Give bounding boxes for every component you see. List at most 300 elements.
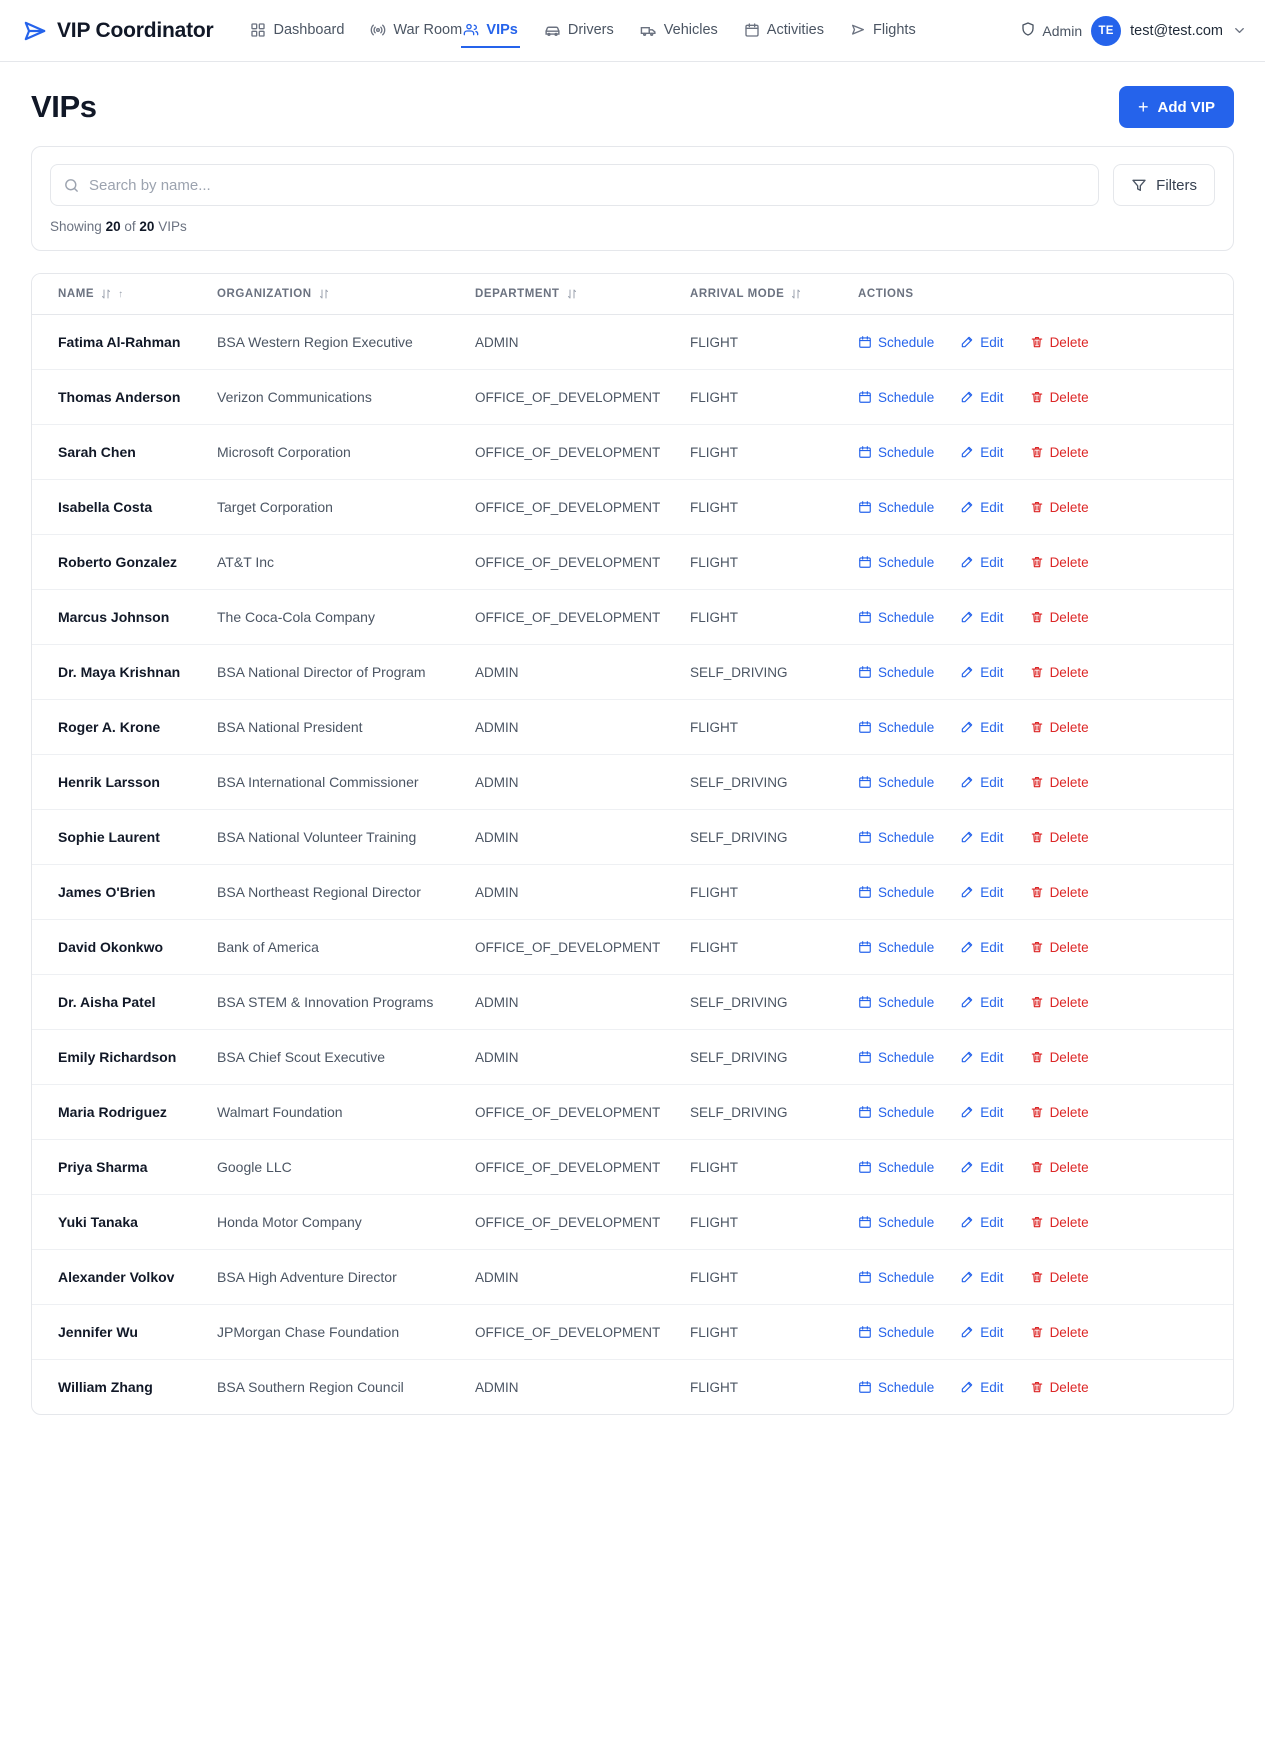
cell-department: OFFICE_OF_DEVELOPMENT [475, 1140, 690, 1195]
cell-arrival-mode: FLIGHT [690, 920, 858, 975]
nav-item-drivers[interactable] [533, 14, 625, 47]
cell-name: Dr. Maya Krishnan [32, 645, 217, 700]
showing-total: 20 [139, 219, 155, 234]
nav-item-vehicles[interactable] [629, 14, 729, 47]
delete-button[interactable] [1030, 1215, 1089, 1230]
column-header-department[interactable] [475, 274, 690, 315]
delete-label: Delete [1049, 1269, 1089, 1285]
nav-label: Vehicles [663, 22, 718, 39]
cell-organization: BSA Chief Scout Executive [217, 1030, 475, 1085]
schedule-button[interactable] [858, 1325, 934, 1340]
cell-name: Sophie Laurent [32, 810, 217, 865]
edit-button[interactable] [960, 445, 1003, 460]
edit-button[interactable] [960, 335, 1003, 350]
cell-actions [858, 425, 1233, 480]
delete-label: Delete [1049, 444, 1089, 460]
delete-button[interactable] [1030, 445, 1089, 460]
cell-name: Fatima Al-Rahman [32, 315, 217, 370]
table-head [32, 274, 1233, 315]
cell-arrival-mode: FLIGHT [690, 370, 858, 425]
cell-department: ADMIN [475, 1250, 690, 1305]
schedule-button[interactable] [858, 720, 934, 735]
add-vip-label: Add VIP [1157, 98, 1215, 116]
admin-badge [1020, 21, 1082, 40]
cell-name: James O'Brien [32, 865, 217, 920]
cell-actions [858, 1305, 1233, 1360]
cell-organization: BSA Southern Region Council [217, 1379, 404, 1395]
calendar-icon [858, 830, 872, 844]
edit-button[interactable] [960, 775, 1003, 790]
schedule-button[interactable] [858, 390, 934, 405]
showing-mid: of [124, 219, 136, 234]
funnel-icon [1131, 177, 1147, 193]
schedule-button[interactable] [858, 445, 934, 460]
cell-name: Roberto Gonzalez [32, 535, 217, 590]
edit-button[interactable] [960, 500, 1003, 515]
table-row [32, 535, 1233, 590]
column-label: ACTIONS [858, 288, 914, 300]
edit-label: Edit [980, 1324, 1004, 1340]
schedule-label: Schedule [878, 334, 935, 350]
pencil-icon [960, 335, 974, 349]
row-actions [858, 995, 1223, 1010]
column-header-organization[interactable] [217, 274, 475, 315]
schedule-label: Schedule [878, 884, 935, 900]
edit-label: Edit [980, 609, 1004, 625]
plus-icon: + [1137, 97, 1149, 117]
search-filter-card [31, 146, 1234, 251]
nav-item-dashboard[interactable] [239, 14, 355, 47]
brand-name: VIP Coordinator [57, 18, 214, 42]
search-box[interactable] [50, 164, 1099, 206]
admin-label: Admin [1042, 22, 1083, 39]
row-actions [858, 500, 1223, 515]
cell-department: ADMIN [475, 1030, 690, 1085]
user-email: test@test.com [1130, 22, 1223, 39]
calendar-icon [858, 720, 872, 734]
calendar-icon [858, 1325, 872, 1339]
delete-button[interactable] [1030, 1325, 1089, 1340]
delete-button[interactable] [1030, 555, 1089, 570]
cell-name: Marcus Johnson [32, 590, 217, 645]
flight-icon [850, 22, 866, 38]
trash-icon [1030, 830, 1044, 844]
calendar-icon [858, 1160, 872, 1174]
cell-arrival-mode: FLIGHT [690, 700, 858, 755]
edit-label: Edit [980, 774, 1004, 790]
cell-organization: Verizon Communications [217, 370, 475, 425]
shield-icon [1020, 21, 1036, 40]
cell-actions [858, 1030, 1233, 1085]
trash-icon [1030, 1160, 1044, 1174]
row-actions [858, 1050, 1223, 1065]
schedule-button[interactable] [858, 500, 934, 515]
edit-label: Edit [980, 334, 1004, 350]
page-title: VIPs [31, 89, 97, 124]
pencil-icon [960, 830, 974, 844]
edit-button[interactable] [960, 1325, 1003, 1340]
cell-actions [858, 315, 1233, 370]
table-row [32, 1305, 1233, 1360]
delete-label: Delete [1049, 1214, 1089, 1230]
cell-name: Yuki Tanaka [32, 1195, 217, 1250]
cell-department: OFFICE_OF_DEVELOPMENT [475, 1305, 690, 1360]
schedule-label: Schedule [878, 1049, 935, 1065]
delete-label: Delete [1049, 1159, 1089, 1175]
edit-label: Edit [980, 829, 1004, 845]
delete-label: Delete [1049, 719, 1089, 735]
edit-label: Edit [980, 1104, 1004, 1120]
edit-label: Edit [980, 1269, 1004, 1285]
delete-button[interactable] [1030, 1105, 1089, 1120]
cell-name: Alexander Volkov [32, 1250, 217, 1305]
pencil-icon [960, 500, 974, 514]
cell-actions [858, 535, 1233, 590]
edit-button[interactable] [960, 885, 1003, 900]
delete-button[interactable] [1030, 390, 1089, 405]
cell-actions [858, 590, 1233, 645]
edit-button[interactable] [960, 610, 1003, 625]
column-header-name[interactable] [32, 274, 217, 315]
pencil-icon [960, 1270, 974, 1284]
row-actions [858, 940, 1223, 955]
cell-arrival-mode: FLIGHT [690, 1379, 739, 1395]
schedule-button[interactable] [858, 665, 934, 680]
schedule-button[interactable] [858, 830, 934, 845]
schedule-button[interactable] [858, 775, 934, 790]
delete-button[interactable] [1030, 720, 1089, 735]
pencil-icon [960, 995, 974, 1009]
schedule-label: Schedule [878, 994, 935, 1010]
nav-label: Activities [766, 22, 824, 39]
cell-name: Dr. Aisha Patel [32, 975, 217, 1030]
edit-button[interactable] [960, 390, 1003, 405]
pencil-icon [960, 940, 974, 954]
edit-button[interactable] [960, 1380, 1003, 1395]
cell-organization: Microsoft Corporation [217, 425, 475, 480]
cell-actions [858, 370, 1233, 425]
edit-button[interactable] [960, 1105, 1003, 1120]
cell-organization: AT&T Inc [217, 535, 475, 590]
cell-name: Sarah Chen [32, 425, 217, 480]
cell-organization: Google LLC [217, 1140, 475, 1195]
delete-button[interactable] [1030, 1380, 1089, 1395]
cell-department: OFFICE_OF_DEVELOPMENT [475, 1085, 690, 1140]
delete-label: Delete [1049, 389, 1089, 405]
edit-button[interactable] [960, 720, 1003, 735]
cell-department: ADMIN [475, 315, 690, 370]
calendar-icon [858, 500, 872, 514]
cell-name: Roger A. Krone [32, 700, 217, 755]
trash-icon [1030, 335, 1044, 349]
row-actions [858, 555, 1223, 570]
chevron-down-icon[interactable] [1232, 23, 1247, 38]
schedule-label: Schedule [878, 1324, 935, 1340]
schedule-button[interactable] [858, 995, 934, 1010]
sort-icon[interactable] [100, 288, 112, 300]
cell-name: Emily Richardson [32, 1030, 217, 1085]
delete-button[interactable] [1030, 665, 1089, 680]
nav-label: Dashboard [273, 22, 345, 39]
cell-organization: BSA National Volunteer Training [217, 810, 475, 865]
schedule-label: Schedule [878, 1214, 935, 1230]
edit-button[interactable] [960, 1270, 1003, 1285]
calendar-icon [858, 1105, 872, 1119]
edit-button[interactable] [960, 995, 1003, 1010]
filters-button[interactable] [1113, 164, 1215, 206]
edit-button[interactable] [960, 665, 1003, 680]
user-menu[interactable] [1020, 16, 1247, 46]
schedule-button[interactable] [858, 1160, 934, 1175]
table-row [32, 975, 1233, 1030]
cell-actions [858, 810, 1233, 865]
column-label: NAME [58, 288, 95, 300]
delete-button[interactable] [1030, 500, 1089, 515]
table-row [32, 315, 1233, 370]
edit-button[interactable] [960, 1050, 1003, 1065]
plane-icon [22, 18, 48, 44]
edit-button[interactable] [960, 940, 1003, 955]
cell-department: OFFICE_OF_DEVELOPMENT [475, 480, 690, 535]
schedule-button[interactable] [858, 1215, 934, 1230]
table-row [32, 590, 1233, 645]
trash-icon [1030, 720, 1044, 734]
schedule-button[interactable] [858, 1380, 934, 1395]
calendar-icon [858, 665, 872, 679]
cell-arrival-mode: SELF_DRIVING [690, 755, 858, 810]
row-actions [858, 390, 1223, 405]
calendar-icon [858, 610, 872, 624]
row-actions [858, 1215, 1223, 1230]
cell-organization: JPMorgan Chase Foundation [217, 1305, 475, 1360]
car-icon [544, 22, 561, 39]
edit-label: Edit [980, 1379, 1004, 1395]
calendar-icon [858, 1215, 872, 1229]
schedule-button[interactable] [858, 335, 934, 350]
column-header-arrival-mode[interactable] [690, 274, 858, 315]
search-icon [63, 177, 80, 194]
cell-arrival-mode: FLIGHT [690, 1250, 858, 1305]
cell-arrival-mode: FLIGHT [690, 590, 858, 645]
brand-logo[interactable] [22, 18, 213, 44]
table-row [32, 425, 1233, 480]
add-vip-button[interactable] [1119, 86, 1234, 128]
delete-label: Delete [1049, 554, 1089, 570]
results-count [32, 219, 1233, 250]
edit-label: Edit [980, 719, 1004, 735]
cell-department: OFFICE_OF_DEVELOPMENT [475, 1195, 690, 1250]
cell-department: ADMIN [475, 645, 690, 700]
edit-label: Edit [980, 939, 1004, 955]
edit-label: Edit [980, 664, 1004, 680]
table-row [32, 1140, 1233, 1195]
schedule-button[interactable] [858, 610, 934, 625]
table-row [32, 645, 1233, 700]
pencil-icon [960, 885, 974, 899]
calendar-icon [858, 940, 872, 954]
nav-label: War Room [393, 22, 463, 39]
grid-icon [250, 22, 266, 38]
cell-organization: Walmart Foundation [217, 1085, 475, 1140]
cell-actions [858, 700, 1233, 755]
schedule-button[interactable] [858, 885, 934, 900]
schedule-label: Schedule [878, 774, 935, 790]
calendar-icon [858, 390, 872, 404]
cell-name: Maria Rodriguez [32, 1085, 217, 1140]
calendar-icon [858, 555, 872, 569]
trash-icon [1030, 445, 1044, 459]
delete-label: Delete [1049, 774, 1089, 790]
edit-button[interactable] [960, 830, 1003, 845]
cell-name: William Zhang [58, 1379, 153, 1395]
cell-name: David Okonkwo [32, 920, 217, 975]
schedule-label: Schedule [878, 554, 935, 570]
cell-organization: BSA Western Region Executive [217, 315, 475, 370]
cell-organization: BSA STEM & Innovation Programs [217, 975, 475, 1030]
schedule-button[interactable] [858, 940, 934, 955]
cell-actions [858, 480, 1233, 535]
delete-button[interactable] [1030, 830, 1089, 845]
schedule-button[interactable] [858, 555, 934, 570]
pencil-icon [960, 1105, 974, 1119]
pencil-icon [960, 775, 974, 789]
cell-actions [858, 755, 1233, 810]
schedule-label: Schedule [878, 609, 935, 625]
edit-button[interactable] [960, 1160, 1003, 1175]
schedule-label: Schedule [878, 664, 935, 680]
cell-organization: Bank of America [217, 920, 475, 975]
table-row [32, 480, 1233, 535]
showing-prefix: Showing [50, 219, 102, 234]
cell-arrival-mode: FLIGHT [690, 315, 858, 370]
cell-arrival-mode: SELF_DRIVING [690, 1085, 858, 1140]
sort-icon[interactable] [318, 288, 330, 300]
table-row [32, 755, 1233, 810]
nav-item-flights[interactable] [839, 14, 927, 47]
row-actions [858, 335, 1223, 350]
column-label: ARRIVAL MODE [690, 288, 785, 300]
delete-label: Delete [1049, 1324, 1089, 1340]
edit-label: Edit [980, 499, 1004, 515]
cell-department: ADMIN [475, 810, 690, 865]
schedule-label: Schedule [878, 499, 935, 515]
edit-button[interactable] [960, 555, 1003, 570]
pencil-icon [960, 1050, 974, 1064]
trash-icon [1030, 500, 1044, 514]
delete-button[interactable] [1030, 775, 1089, 790]
nav-item-vips[interactable] [452, 14, 528, 47]
edit-button[interactable] [960, 1215, 1003, 1230]
schedule-button[interactable] [858, 1105, 934, 1120]
row-actions [858, 1270, 1223, 1285]
table-row [32, 1085, 1233, 1140]
nav-item-activities[interactable] [733, 14, 835, 47]
calendar-icon [858, 1380, 872, 1394]
delete-button[interactable] [1030, 1050, 1089, 1065]
calendar-icon [858, 995, 872, 1009]
cell-organization: BSA Northeast Regional Director [217, 865, 475, 920]
delete-button[interactable] [1030, 995, 1089, 1010]
cell-organization: BSA National President [217, 700, 475, 755]
cell-department: OFFICE_OF_DEVELOPMENT [475, 590, 690, 645]
calendar-icon [744, 22, 760, 38]
users-icon [463, 22, 479, 38]
cell-department: OFFICE_OF_DEVELOPMENT [475, 535, 690, 590]
schedule-label: Schedule [878, 1379, 935, 1395]
schedule-button[interactable] [858, 1270, 934, 1285]
cell-actions [858, 975, 1233, 1030]
pencil-icon [960, 1325, 974, 1339]
cell-organization: BSA National Director of Program [217, 645, 475, 700]
cell-name: Isabella Costa [32, 480, 217, 535]
cell-actions [858, 1250, 1233, 1305]
table-row [32, 810, 1233, 865]
trash-icon [1030, 1270, 1044, 1284]
delete-button[interactable] [1030, 885, 1089, 900]
delete-button[interactable] [1030, 940, 1089, 955]
calendar-icon [858, 1050, 872, 1064]
search-row [32, 147, 1233, 219]
search-input[interactable] [89, 177, 1086, 194]
trash-icon [1030, 555, 1044, 569]
cell-actions [858, 1140, 1233, 1195]
pencil-icon [960, 555, 974, 569]
top-navigation-bar [0, 0, 1265, 62]
radio-icon [370, 22, 386, 38]
page-header [0, 62, 1265, 146]
delete-label: Delete [1049, 884, 1089, 900]
row-actions [858, 775, 1223, 790]
schedule-label: Schedule [878, 829, 935, 845]
table-row [32, 865, 1233, 920]
trash-icon [1030, 1215, 1044, 1229]
nav-item-war-room[interactable] [359, 18, 463, 43]
nav-label: VIPs [486, 22, 518, 39]
sort-icon[interactable] [790, 288, 802, 300]
avatar[interactable]: TE [1091, 16, 1121, 46]
delete-button[interactable] [1030, 610, 1089, 625]
cell-name: Jennifer Wu [32, 1305, 217, 1360]
delete-button[interactable] [1030, 1270, 1089, 1285]
column-header-actions [858, 274, 1233, 315]
filters-label: Filters [1156, 176, 1197, 194]
table-row [32, 1250, 1233, 1305]
table-header-row [32, 274, 1233, 315]
table-row [32, 700, 1233, 755]
delete-button[interactable] [1030, 335, 1089, 350]
pencil-icon [960, 610, 974, 624]
cell-department: OFFICE_OF_DEVELOPMENT [475, 425, 690, 480]
cell-actions [858, 1195, 1233, 1250]
van-icon [640, 22, 657, 39]
cell-department: ADMIN [475, 1379, 519, 1395]
row-actions [858, 665, 1223, 680]
cell-arrival-mode: SELF_DRIVING [690, 975, 858, 1030]
row-actions [858, 1105, 1223, 1120]
delete-button[interactable] [1030, 1160, 1089, 1175]
cell-actions [858, 865, 1233, 920]
table-row [32, 920, 1233, 975]
schedule-label: Schedule [878, 389, 935, 405]
delete-label: Delete [1049, 1379, 1089, 1395]
showing-suffix: VIPs [158, 219, 187, 234]
cell-name: Thomas Anderson [32, 370, 217, 425]
row-actions [858, 1160, 1223, 1175]
schedule-button[interactable] [858, 1050, 934, 1065]
cell-department: ADMIN [475, 755, 690, 810]
cell-organization: The Coca-Cola Company [217, 590, 475, 645]
sort-icon[interactable] [566, 288, 578, 300]
